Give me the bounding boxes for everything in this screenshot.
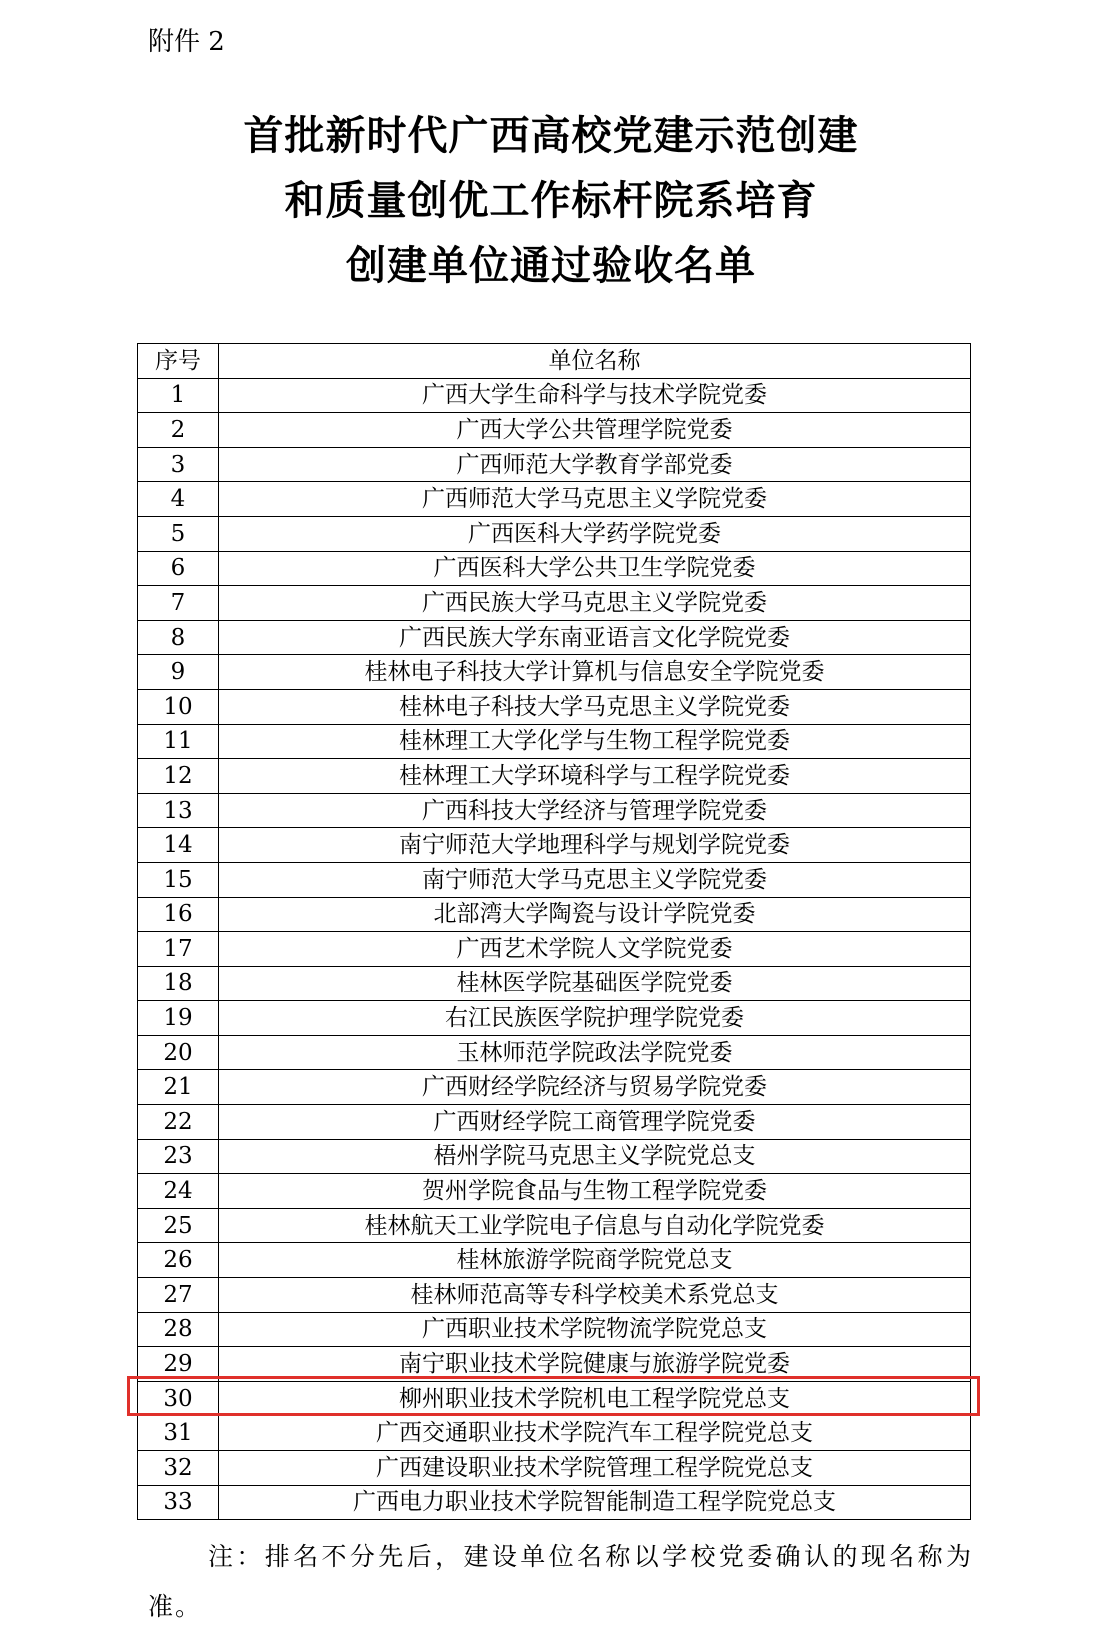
table-row (138, 1035, 971, 1070)
row-unit-name: 广西民族大学马克思主义学院党委 (219, 586, 971, 621)
table-body (138, 378, 971, 1520)
table-row (138, 1105, 971, 1140)
table-row (138, 1416, 971, 1451)
table-row (138, 1312, 971, 1347)
row-unit-name: 广西民族大学东南亚语言文化学院党委 (219, 620, 971, 655)
table-row (138, 620, 971, 655)
table-row (138, 793, 971, 828)
row-unit-name: 贺州学院食品与生物工程学院党委 (219, 1174, 971, 1209)
row-unit-name: 梧州学院马克思主义学院党总支 (219, 1139, 971, 1174)
row-unit-name: 南宁师范大学地理科学与规划学院党委 (219, 828, 971, 863)
row-unit-name: 桂林医学院基础医学院党委 (219, 966, 971, 1001)
row-unit-name: 南宁职业技术学院健康与旅游学院党委 (219, 1347, 971, 1382)
table-row (138, 655, 971, 690)
table-row (138, 862, 971, 897)
table-row (138, 1451, 971, 1486)
row-number: 28 (138, 1312, 219, 1347)
unit-list-table (137, 343, 971, 1520)
row-unit-name: 广西医科大学公共卫生学院党委 (219, 551, 971, 586)
row-number: 29 (138, 1347, 219, 1382)
row-number: 17 (138, 932, 219, 967)
row-unit-name: 广西交通职业技术学院汽车工程学院党总支 (219, 1416, 971, 1451)
row-unit-name: 广西大学公共管理学院党委 (219, 413, 971, 448)
row-number: 24 (138, 1174, 219, 1209)
row-unit-name: 桂林航天工业学院电子信息与自动化学院党委 (219, 1208, 971, 1243)
row-number: 25 (138, 1208, 219, 1243)
row-number: 18 (138, 966, 219, 1001)
row-number: 11 (138, 724, 219, 759)
table-row (138, 932, 971, 967)
table-row (138, 482, 971, 517)
table-row (138, 378, 971, 413)
row-number: 20 (138, 1035, 219, 1070)
row-number: 5 (138, 516, 219, 551)
table-row (138, 1485, 971, 1520)
row-number: 22 (138, 1105, 219, 1140)
row-unit-name: 桂林师范高等专科学校美术系党总支 (219, 1278, 971, 1313)
row-number: 19 (138, 1001, 219, 1036)
row-unit-name: 广西大学生命科学与技术学院党委 (219, 378, 971, 413)
row-number: 10 (138, 689, 219, 724)
row-number: 33 (138, 1485, 219, 1520)
table-row (138, 1174, 971, 1209)
row-number: 23 (138, 1139, 219, 1174)
row-number: 1 (138, 378, 219, 413)
table-row (138, 828, 971, 863)
row-number: 16 (138, 897, 219, 932)
table-row (138, 759, 971, 794)
row-unit-name: 右江民族医学院护理学院党委 (219, 1001, 971, 1036)
table-row (138, 516, 971, 551)
table-header-row (138, 344, 971, 379)
row-unit-name: 玉林师范学院政法学院党委 (219, 1035, 971, 1070)
row-unit-name: 广西医科大学药学院党委 (219, 516, 971, 551)
row-unit-name: 广西财经学院经济与贸易学院党委 (219, 1070, 971, 1105)
row-unit-name: 广西科技大学经济与管理学院党委 (219, 793, 971, 828)
row-unit-name: 柳州职业技术学院机电工程学院党总支 (219, 1381, 971, 1416)
row-unit-name: 北部湾大学陶瓷与设计学院党委 (219, 897, 971, 932)
table-row (138, 897, 971, 932)
row-number: 7 (138, 586, 219, 621)
table-row (138, 724, 971, 759)
row-unit-name: 广西建设职业技术学院管理工程学院党总支 (219, 1451, 971, 1486)
row-number: 4 (138, 482, 219, 517)
title-line-2: 和质量创优工作标杆院系培育 (284, 178, 818, 224)
row-unit-name: 南宁师范大学马克思主义学院党委 (219, 862, 971, 897)
row-unit-name: 广西师范大学马克思主义学院党委 (219, 482, 971, 517)
table-row (138, 1381, 971, 1416)
document-title (0, 104, 1102, 299)
table-row (138, 551, 971, 586)
row-unit-name: 桂林旅游学院商学院党总支 (219, 1243, 971, 1278)
table-row (138, 1139, 971, 1174)
attachment-label: 附件 2 (148, 27, 225, 57)
row-unit-name: 桂林电子科技大学马克思主义学院党委 (219, 689, 971, 724)
row-number: 6 (138, 551, 219, 586)
title-line-3: 创建单位通过验收名单 (346, 243, 756, 289)
row-number: 30 (138, 1381, 219, 1416)
table-row (138, 1278, 971, 1313)
header-unit-name: 单位名称 (219, 344, 971, 379)
title-line-1: 首批新时代广西高校党建示范创建 (243, 113, 859, 159)
row-number: 2 (138, 413, 219, 448)
table-row (138, 1001, 971, 1036)
table-row (138, 1070, 971, 1105)
row-number: 21 (138, 1070, 219, 1105)
row-number: 13 (138, 793, 219, 828)
row-number: 31 (138, 1416, 219, 1451)
table-row (138, 586, 971, 621)
row-unit-name: 桂林理工大学化学与生物工程学院党委 (219, 724, 971, 759)
row-unit-name: 广西艺术学院人文学院党委 (219, 932, 971, 967)
table-row (138, 1347, 971, 1382)
row-unit-name: 广西电力职业技术学院智能制造工程学院党总支 (219, 1485, 971, 1520)
row-unit-name: 广西师范大学教育学部党委 (219, 447, 971, 482)
row-number: 32 (138, 1451, 219, 1486)
row-number: 14 (138, 828, 219, 863)
row-unit-name: 广西职业技术学院物流学院党总支 (219, 1312, 971, 1347)
table-row (138, 447, 971, 482)
row-number: 8 (138, 620, 219, 655)
row-unit-name: 广西财经学院工商管理学院党委 (219, 1105, 971, 1140)
table-row (138, 1243, 971, 1278)
row-number: 12 (138, 759, 219, 794)
row-unit-name: 桂林理工大学环境科学与工程学院党委 (219, 759, 971, 794)
footnote: 注：排名不分先后，建设单位名称以学校党委确认的现名称为准。 (148, 1542, 973, 1621)
row-number: 27 (138, 1278, 219, 1313)
table-row (138, 413, 971, 448)
table-row (138, 689, 971, 724)
header-number: 序号 (138, 344, 219, 379)
row-number: 26 (138, 1243, 219, 1278)
table-row (138, 1208, 971, 1243)
table-row (138, 966, 971, 1001)
row-number: 15 (138, 862, 219, 897)
row-number: 3 (138, 447, 219, 482)
row-number: 9 (138, 655, 219, 690)
row-unit-name: 桂林电子科技大学计算机与信息安全学院党委 (219, 655, 971, 690)
